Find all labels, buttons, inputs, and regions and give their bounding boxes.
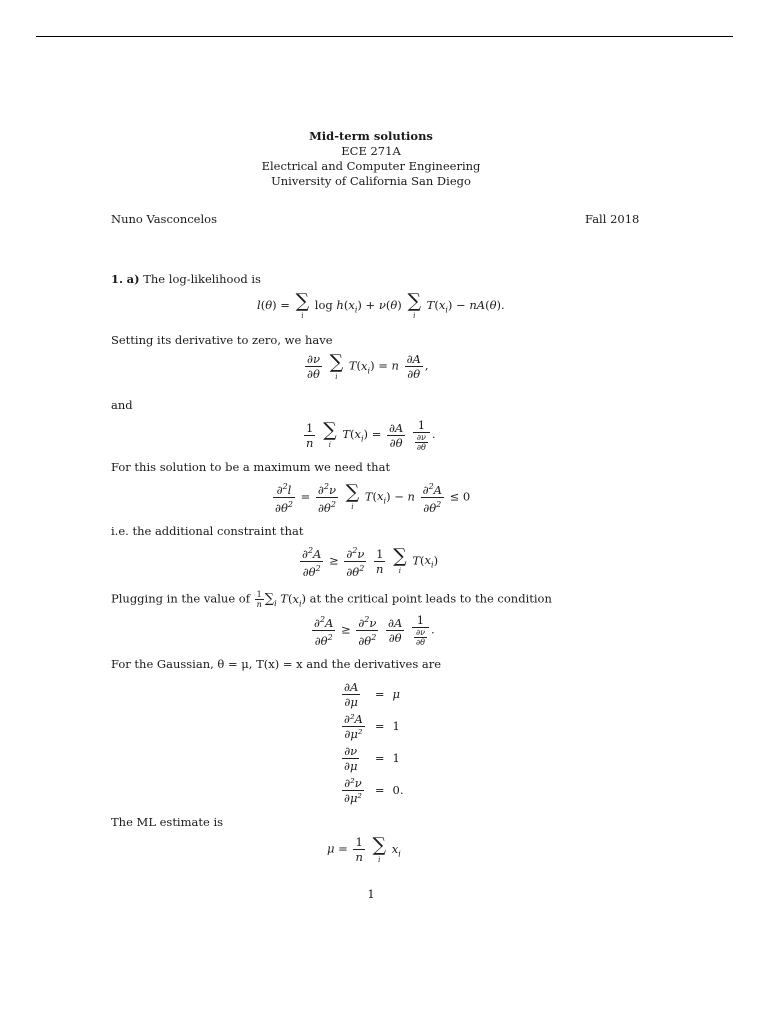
paragraph-8: The ML estimate is	[111, 815, 224, 829]
derivative-numerator: ∂²ν	[342, 776, 364, 791]
derivative-denominator: ∂μ²	[344, 726, 363, 741]
equation-constraint: $\frac{\partial^2A}{\partial\theta^2}$ ≥ $\frac{\partial^2\nu}{\partial\theta^2}$ $\frac{1}{n}$ ∑ i $T(x_i)$	[302, 545, 439, 579]
derivative-value: 0.	[392, 783, 404, 797]
derivative-row: $\frac{\partial\nu}{\partial\mu}$ = 1	[336, 742, 408, 774]
derivative-row: $\frac{\text{∂²ν}}{\text{∂μ²}}$ = 0.	[336, 774, 408, 806]
derivative-row: $\frac{\text{∂²A}}{\text{∂μ²}}$ = 1	[336, 710, 408, 742]
equation-condition: $\frac{\partial^2A}{\partial\theta^2}$ ≥ $\frac{\partial^2\nu}{\partial\theta^2}$ $\frac{\partial A}{\partial\theta}$ 1 ∂ν ∂θ .	[314, 613, 435, 648]
paragraph-3: and	[111, 398, 133, 412]
equation-mean-statistic: $\frac{1}{n}$ ∑ i $T(x_i)$ = $\frac{\partial A}{\partial\theta}$ 1 ∂ν ∂θ .	[306, 418, 436, 452]
equation-derivative-zero: $\frac{\partial\nu}{\partial\theta}$ ∑ i $T(x_i) = n$ $\frac{\partial A}{\partial\theta}$ ,	[307, 350, 429, 381]
part-label: a)	[126, 272, 140, 286]
doc-title: Mid-term solutions	[309, 129, 433, 143]
paragraph-5: i.e. the additional constraint that	[111, 524, 304, 538]
paragraph-2: Setting its derivative to zero, we have	[111, 333, 333, 347]
paragraph-6b: at the critical point leads to the condition	[309, 591, 552, 606]
equation-second-derivative: $\frac{\partial^2l}{\partial\theta^2}$ = $\frac{\partial^2\nu}{\partial\theta^2}$ ∑ i $T(x_i) - n$ $\frac{\partial^2A}{\partial\theta^2}$ ≤ 0	[275, 481, 471, 515]
paragraph-1: The log-likelihood is	[143, 272, 261, 286]
equation-log-likelihood: l(θ) = ∑ i $\log h(x_i) + \nu(\theta)$ ∑ i $T(x_i) - nA(\theta)$.	[257, 290, 505, 320]
derivative-denominator: ∂μ	[344, 758, 358, 773]
paragraph-6a: Plugging in the value of	[111, 591, 250, 606]
problem-number: 1.	[111, 272, 124, 286]
page-number: 1	[367, 887, 375, 901]
derivative-numerator: ∂²A	[344, 711, 363, 726]
top-rule	[36, 36, 733, 37]
gaussian-derivatives	[336, 678, 408, 806]
derivative-value: μ	[392, 687, 400, 701]
derivative-value: 1	[392, 751, 400, 765]
department: Electrical and Computer Engineering	[261, 159, 481, 173]
paragraph-6: Plugging in the value of $\frac{1}{n}$ $\sum_i$ $T(x_i)$ at the critical point leads to the condition	[111, 590, 552, 609]
university: University of California San Diego	[271, 174, 471, 188]
derivative-row: $\frac{\partial A}{\partial\mu}$ = μ	[336, 678, 408, 710]
problem-heading	[111, 272, 261, 286]
author: Nuno Vasconcelos	[111, 212, 217, 226]
derivative-value: 1	[392, 719, 400, 733]
derivative-denominator: ∂μ	[344, 694, 358, 709]
derivative-numerator: ∂ν	[342, 744, 359, 759]
paragraph-7: For the Gaussian, θ = μ, T(x) = x and the derivatives are	[111, 657, 442, 671]
course-code: ECE 271A	[341, 144, 401, 158]
derivative-denominator: ∂μ²	[344, 790, 363, 805]
derivative-numerator: ∂A	[344, 679, 359, 694]
term: Fall 2018	[585, 212, 640, 226]
paragraph-4: For this solution to be a maximum we need that	[111, 460, 391, 474]
equation-ml-estimate: μ = $\frac{1}{n}$ ∑ i $x_i$	[327, 833, 401, 864]
